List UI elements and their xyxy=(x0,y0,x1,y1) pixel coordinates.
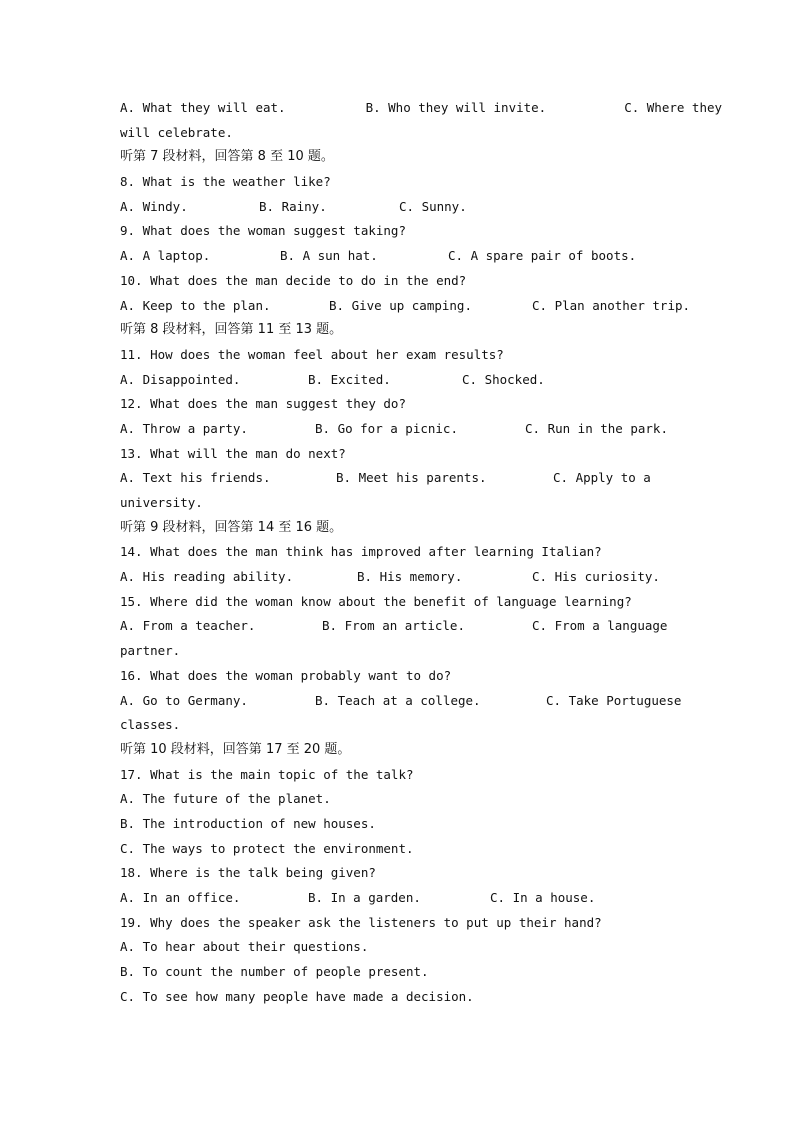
q14-question: 14. What does the man think has improved after learning Italian? xyxy=(120,544,602,560)
q18-options-line xyxy=(120,886,676,911)
q9-question: 9. What does the woman suggest taking? xyxy=(120,223,406,239)
q8-question: 8. What is the weather like? xyxy=(120,174,331,190)
q13-option-c-continued: university. xyxy=(120,495,203,510)
q7-option-c-continued: will celebrate. xyxy=(120,124,233,140)
q15-question: 15. Where did the woman know about the benefit of language learning? xyxy=(120,593,632,609)
q18-option-b: B. In a garden. xyxy=(308,890,421,905)
q9-option-a: A. A laptop. xyxy=(120,248,211,264)
q19-option-a: A. To hear about their questions. xyxy=(120,939,369,955)
q10-option-a: A. Keep to the plan. xyxy=(120,297,271,313)
q17-option-b: B. The introduction of new houses. xyxy=(120,815,376,831)
q15-option-b: B. From an article. xyxy=(322,618,465,634)
q9-option-b: B. A sun hat. xyxy=(280,248,378,264)
q10-question: 10. What does the man decide to do in the end? xyxy=(120,272,467,288)
q16-option-c-continued: classes. xyxy=(120,717,181,733)
q16-option-c: C. Take Portuguese xyxy=(546,692,682,708)
section-10-heading: 听第 10 段材料，回答第 17 至 20 题。 xyxy=(120,741,351,757)
q13-question: 13. What will the man do next? xyxy=(120,445,346,461)
q12-question: 12. What does the man suggest they do? xyxy=(120,396,406,412)
q12-option-b: B. Go for a picnic. xyxy=(315,420,458,436)
q7-option-c: C. Where they xyxy=(624,100,723,115)
section-9-heading: 听第 9 段材料，回答第 14 至 16 题。 xyxy=(120,519,343,535)
q16-option-a: A. Go to Germany. xyxy=(120,692,248,708)
q11-option-c: C. Shocked. xyxy=(462,371,545,387)
q13-options-line xyxy=(120,466,676,491)
q7-option-b: B. Who they will invite. xyxy=(365,100,547,115)
section-7-heading: 听第 7 段材料，回答第 8 至 10 题。 xyxy=(120,149,334,165)
q14-option-c: C. His curiosity. xyxy=(532,569,660,585)
q11-option-b: B. Excited. xyxy=(308,371,391,387)
q9-option-c: C. A spare pair of boots. xyxy=(448,248,637,264)
q14-options-line xyxy=(120,565,676,590)
q14-option-b: B. His memory. xyxy=(357,569,463,585)
q15-option-c-continued: partner. xyxy=(120,643,181,659)
q15-option-a: A. From a teacher. xyxy=(120,618,256,634)
q16-question: 16. What does the woman probably want to do? xyxy=(120,667,452,683)
q17-option-c: C. The ways to protect the environment. xyxy=(120,840,414,856)
q16-option-b: B. Teach at a college. xyxy=(315,692,481,708)
q18-option-a: A. In an office. xyxy=(120,890,241,905)
q9-options-line xyxy=(120,244,676,269)
q12-option-c: C. Run in the park. xyxy=(525,420,668,436)
document-page xyxy=(120,96,723,1009)
q11-question: 11. How does the woman feel about her exam results? xyxy=(120,346,504,362)
q8-options-line xyxy=(120,195,676,220)
q17-question: 17. What is the main topic of the talk? xyxy=(120,766,414,782)
q18-option-c: C. In a house. xyxy=(490,890,596,905)
q17-option-a: A. The future of the planet. xyxy=(120,791,331,807)
q15-options-line xyxy=(120,614,676,639)
q8-option-a: A. Windy. xyxy=(120,198,188,214)
section-8-heading: 听第 8 段材料，回答第 11 至 13 题。 xyxy=(120,322,343,338)
q13-option-a: A. Text his friends. xyxy=(120,470,271,486)
q10-option-c: C. Plan another trip. xyxy=(532,297,691,313)
q12-options-line xyxy=(120,417,676,442)
q8-option-c: C. Sunny. xyxy=(399,198,467,214)
q10-option-b: B. Give up camping. xyxy=(329,297,472,313)
q19-option-c: C. To see how many people have made a decision. xyxy=(120,988,474,1004)
q15-option-c: C. From a language xyxy=(532,618,668,634)
q10-options-line xyxy=(120,294,691,319)
q11-options-line xyxy=(120,368,676,393)
q13-option-c: C. Apply to a xyxy=(553,470,651,486)
q7-option-a: A. What they will eat. xyxy=(120,100,286,115)
q16-options-line xyxy=(120,689,682,714)
q11-option-a: A. Disappointed. xyxy=(120,371,241,387)
q19-option-b: B. To count the number of people present. xyxy=(120,964,429,980)
q18-question: 18. Where is the talk being given? xyxy=(120,865,376,881)
q13-option-b: B. Meet his parents. xyxy=(336,470,487,486)
q14-option-a: A. His reading ability. xyxy=(120,569,294,585)
q8-option-b: B. Rainy. xyxy=(259,198,327,214)
q12-option-a: A. Throw a party. xyxy=(120,420,248,436)
q7-options-line xyxy=(120,96,723,121)
q19-question: 19. Why does the speaker ask the listeners to put up their hand? xyxy=(120,914,602,930)
